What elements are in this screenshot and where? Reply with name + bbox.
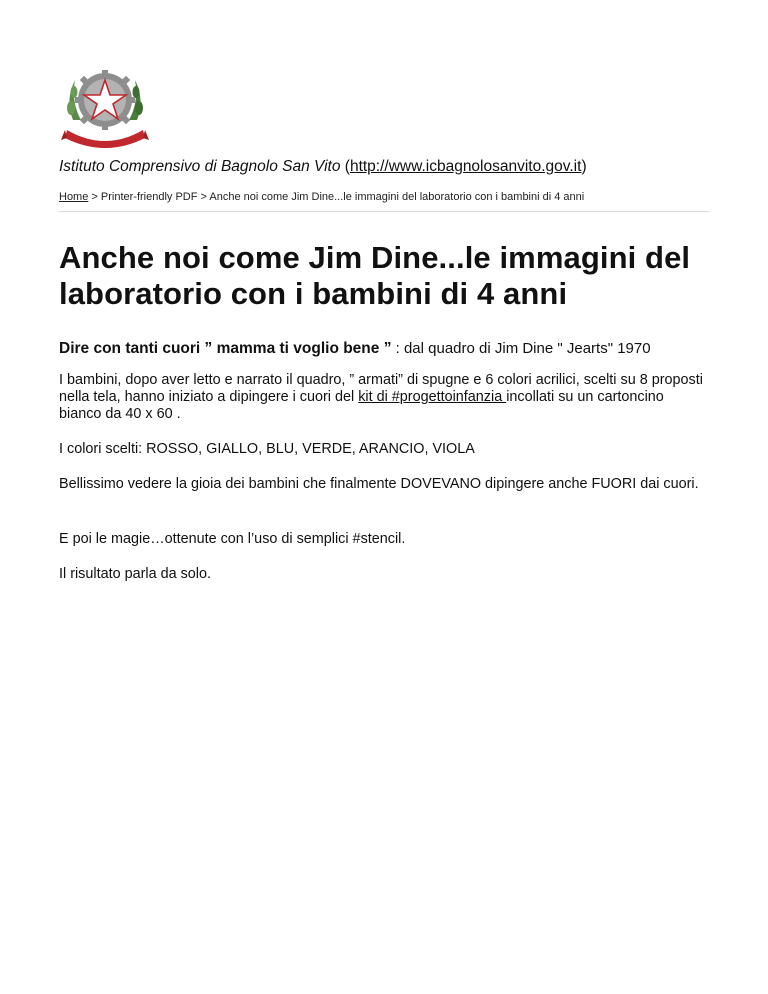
breadcrumb-printer-pdf: Printer-friendly PDF xyxy=(100,191,198,203)
kit-progettoinfanzia-link[interactable]: kit di #progettoinfanzia xyxy=(358,389,507,405)
italian-republic-emblem-icon xyxy=(59,60,151,152)
url-open-paren: ( xyxy=(344,158,350,175)
breadcrumb-current: Anche noi come Jim Dine...le immagini del laboratorio con i bambini di 4 anni xyxy=(209,191,585,203)
site-url-link[interactable]: http://www.icbagnolosanvito.gov.it xyxy=(349,158,582,175)
breadcrumb-separator: > xyxy=(88,191,101,203)
breadcrumb-home-link[interactable]: Home xyxy=(59,191,89,203)
lead-bold-text: Dire con tanti cuori ” mamma ti voglio bene ” xyxy=(59,340,392,357)
breadcrumb xyxy=(59,191,709,212)
lead-rest-text: : dal quadro di Jim Dine " Jearts" 1970 xyxy=(391,340,651,357)
paragraph-intro-text: I bambini, dopo aver letto e narrato il quadro, ” armati” di spugne e 6 colori acrilici, scelti su 8 proposti nella tela, hanno iniziato a dipingere i cuori del xyxy=(59,372,703,405)
page-title: Anche noi come Jim Dine...le immagini del laboratorio con i bambini di 4 anni xyxy=(59,240,691,311)
paragraph-joy: Bellissimo vedere la gioia dei bambini che finalmente DOVEVANO dipingere anche FUORI dai cuori. xyxy=(59,476,699,492)
url-close-paren: ) xyxy=(581,158,587,175)
site-header xyxy=(59,158,709,176)
article-lead xyxy=(59,340,709,358)
paragraph-colors: I colori scelti: ROSSO, GIALLO, BLU, VERDE, ARANCIO, VIOLA xyxy=(59,441,475,457)
paragraph-intro-end: incollati su un cartoncino bianco da 40 x 60 . xyxy=(59,389,664,422)
document-page xyxy=(59,60,709,583)
site-name: Istituto Comprensivo di Bagnolo San Vito xyxy=(59,158,341,175)
breadcrumb-separator: > xyxy=(197,191,210,203)
paragraph-stencil: E poi le magie…ottenute con l’uso di semplici #stencil. xyxy=(59,531,406,547)
paragraph-result: Il risultato parla da solo. xyxy=(59,566,211,582)
paragraph-intro xyxy=(59,372,709,423)
